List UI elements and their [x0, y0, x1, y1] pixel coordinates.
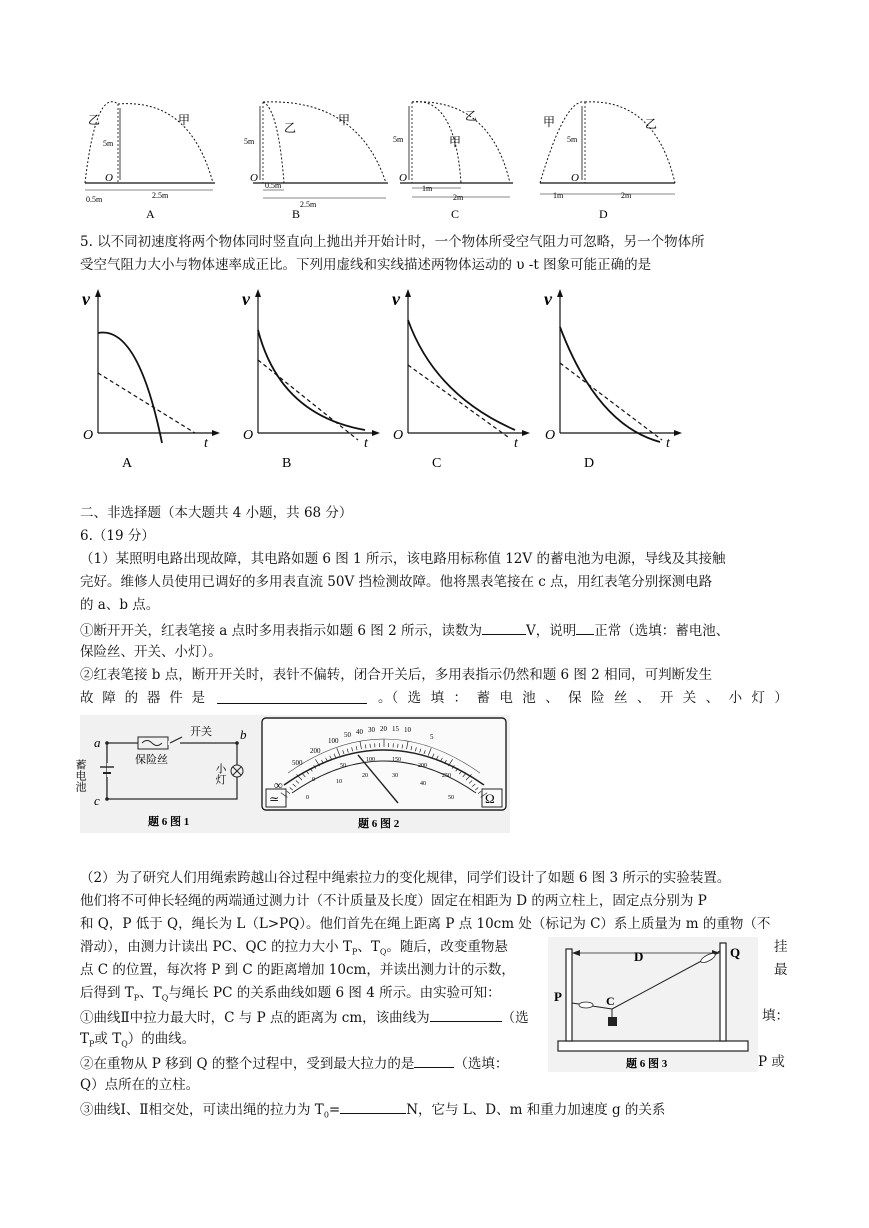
vt-graphs-row — [80, 285, 700, 470]
fig6-1-caption: 题 6 图 1 — [148, 816, 190, 828]
q5-text-line-2: 受空气阻力大小与物体速率成正比。下列用虚线和实线描述两物体运动的 υ -t 图象可能正确的是 — [80, 257, 652, 273]
q6-p1-q2-line-1: ②红表笔接 b 点，断开开关时，表针不偏转，闭合开关后，多用表指示仍然和题 6 图 2 相同，可判断发生 — [80, 667, 713, 683]
fig-a-origin: O — [105, 172, 113, 184]
fig6-3-caption: 题 6 图 3 — [626, 1058, 668, 1070]
vt-a-o: O — [83, 428, 94, 443]
mm-ac-symbol: ≃ — [269, 792, 280, 806]
fig6-1-circuit — [74, 715, 260, 833]
vt-graph-b — [242, 289, 380, 471]
mm-mid-0: 0 — [312, 777, 315, 783]
q6-p1-q2-text-b: 故 障 的 器 件 是 — [80, 690, 205, 706]
vt-d-o: O — [545, 428, 556, 443]
q6-p2-q1-line-2: $T_P$或 $T_Q$）的曲线。 — [80, 1031, 196, 1049]
mm-bot-0: 0 — [306, 795, 309, 801]
fig-d-right-name: 乙 — [645, 117, 658, 131]
apparatus-p: P — [554, 989, 562, 1004]
circuit-lamp-label: 小灯 — [214, 763, 226, 785]
vt-a-v: v — [82, 289, 90, 309]
q6-p1-line-2: 完好。维修人员使用已调好的多用表直流 50V 挡检测故障。他将黑表笔接在 c 点，用红表笔分别探测电路 — [80, 574, 713, 590]
q6-title: 6.（19 分） — [80, 528, 155, 544]
circuit-svg — [74, 715, 260, 833]
vt-b-t: t — [364, 436, 368, 451]
fig-c-label: C — [451, 207, 460, 221]
vt-graph-a — [82, 289, 220, 471]
fig-b-label: B — [292, 207, 301, 221]
q6-p1-q1-text-c: 正常（选填：蓄电池、 — [594, 623, 730, 639]
vt-b-label: B — [282, 456, 292, 471]
fig-a-height: 5m — [103, 139, 114, 148]
fig-c-right-dist: 2m — [453, 193, 464, 202]
fig-c-origin: O — [399, 172, 407, 184]
answer-blank-normal-part[interactable] — [576, 619, 594, 635]
mm-top-40: 40 — [356, 728, 363, 736]
q6-p2-line-1: （2）为了研究人们用绳索跨越山谷过程中绳索拉力的变化规律，同学们设计了如题 6 图 3 所示的实验装置。 — [80, 870, 731, 886]
mm-top-10: 10 — [404, 726, 411, 734]
q6-p2-q1-line: ①曲线Ⅱ中拉力最大时，C 与 P 点的距离为 cm，该曲线为 （选 — [80, 1006, 529, 1028]
vt-c-t: t — [514, 436, 518, 451]
fig-d-left-dist: 1m — [553, 191, 564, 200]
answer-blank-faulty-device[interactable] — [217, 688, 367, 704]
mm-top-15: 15 — [392, 725, 399, 733]
q6-p1-q1-line — [80, 619, 729, 641]
fig-d-label: D — [599, 207, 608, 221]
apparatus-svg — [548, 937, 758, 1072]
circuit-battery-label: 蓄电池 — [74, 759, 86, 792]
q6-p2-line-4-right: 挂 — [774, 939, 788, 955]
q6-p2-q1-right: 填： — [762, 1008, 789, 1024]
trajectory-figure-d — [540, 102, 675, 221]
fig-b-height: 5m — [244, 137, 255, 146]
mm-top-500: 500 — [292, 759, 303, 767]
top-figures-row — [80, 98, 680, 220]
vt-d-label: D — [584, 456, 595, 471]
mm-bot-50: 50 — [448, 795, 454, 801]
fig6-2-caption: 题 6 图 2 — [358, 818, 400, 830]
q6-p1-q1-text-a: ①断开开关，红表笔接 a 点时多用表指示如题 6 图 2 所示，读数为 — [80, 623, 482, 639]
trajectory-figures-svg — [80, 98, 680, 220]
fig-d-left-name: 甲 — [543, 115, 556, 129]
q6-p2-line-4: 滑动），由测力计读出 PC、QC 的拉力大小 $T_P$、$T_Q$。随后，改变重物悬 — [80, 939, 508, 957]
section-2-heading: 二、非选择题（本大题共 4 小题，共 68 分） — [80, 505, 353, 521]
mm-top-100: 100 — [328, 737, 339, 745]
fig-b-left-name: 乙 — [284, 121, 297, 135]
fig-c-left-name: 乙 — [465, 109, 478, 123]
fig-b-origin: O — [250, 172, 258, 184]
vt-b-o: O — [243, 428, 254, 443]
fig-c-left-dist: 1m — [422, 184, 433, 193]
q6-p1-q2-text-c: 。（ 选 填 ： 蓄 电 池 、 保 险 丝 、 开 关 、 小 灯 ） — [378, 690, 788, 706]
mm-mid-150: 150 — [392, 757, 401, 763]
circuit-fuse-label: 保险丝 — [135, 754, 168, 766]
vt-c-label: C — [432, 456, 442, 471]
answer-blank-t0[interactable] — [340, 1098, 406, 1114]
fig-c-right-name: 甲 — [449, 135, 462, 149]
trajectory-figure-b — [244, 102, 388, 221]
fig-d-origin: O — [571, 172, 579, 184]
vt-a-t: t — [204, 436, 208, 451]
q6-p1-line-1: （1）某照明电路出现故障，其电路如题 6 图 1 所示，该电路用标称值 12V 的蓄电池为电源，导线及其接触 — [80, 551, 726, 567]
mm-bot-20: 20 — [362, 773, 368, 779]
q6-p2-q2-right: P 或 — [758, 1054, 785, 1070]
fig-b-right-name: 甲 — [338, 113, 351, 127]
fig-c-height: 5m — [393, 135, 404, 144]
q6-p1-q2-line-2 — [80, 688, 788, 708]
fig-a-label: A — [146, 207, 155, 221]
apparatus-c: C — [606, 994, 615, 1008]
fig-b-left-dist: 0.5m — [265, 181, 282, 190]
circuit-switch-label: 开关 — [190, 726, 212, 738]
mm-top-20: 20 — [380, 725, 387, 733]
vt-graph-c — [392, 289, 530, 471]
fig-b-right-dist: 2.5m — [300, 200, 317, 209]
vt-d-t: t — [666, 436, 670, 451]
mm-bot-30: 30 — [392, 773, 398, 779]
q6-p1-q1-line-2: 保险丝、开关、小灯）。 — [80, 644, 222, 660]
mm-top-30: 30 — [368, 726, 375, 734]
fig-d-height: 5m — [567, 135, 578, 144]
q6-p2-q3-line: ③曲线Ⅰ、Ⅱ相交处，可读出绳的拉力为 $T_0= N$，它与 L、D、m 和重力加速度 g 的关系 — [80, 1098, 665, 1126]
fig-d-right-dist: 2m — [621, 191, 632, 200]
mm-mid-50: 50 — [340, 763, 346, 769]
fig-a-left-dist: 0.5m — [86, 195, 103, 204]
q6-p2-q2-line: ②在重物从 P 移到 Q 的整个过程中，受到最大拉力的是 （选填： — [80, 1052, 508, 1074]
q5-text-line-1: 5. 以不同初速度将两个物体同时竖直向上抛出并开始计时，一个物体所受空气阻力可忽略，另一个物体所 — [80, 234, 705, 250]
mm-top-200: 200 — [310, 747, 321, 755]
mm-top-50: 50 — [344, 731, 351, 739]
multimeter-svg — [258, 715, 510, 833]
vt-c-v: v — [392, 289, 400, 309]
q6-p2-line-3: 和 Q，P 低于 Q，绳长为 L（L>PQ）。他们首先在绳上距离 P 点 10cm 处（标记为 C）系上质量为 m 的重物（不 — [80, 916, 771, 932]
q6-p1-q1-text-b: V，说明 — [525, 623, 577, 639]
q6-p2-line-2: 他们将不可伸长轻绳的两端通过测力计（不计质量及长度）固定在相距为 D 的两立柱上，固定点分别为 P — [80, 893, 707, 909]
circuit-c: c — [94, 793, 100, 808]
vt-graphs-svg — [80, 285, 700, 470]
mm-mid-250: 250 — [442, 773, 451, 779]
mm-mid-200: 200 — [418, 763, 427, 769]
q6-p2-line-5: 点 C 的位置，每次将 P 到 C 的距离增加 10cm，并读出测力计的示数， — [80, 962, 515, 978]
vt-graph-d — [544, 289, 682, 471]
answer-blank-max-force-post[interactable] — [414, 1052, 454, 1068]
q6-p2-q2-line-2: Q）点所在的立柱。 — [80, 1077, 200, 1093]
q6-p2-line-5-right: 最 — [774, 962, 788, 978]
vt-d-v: v — [544, 289, 552, 309]
trajectory-figure-a — [85, 102, 215, 221]
fig6-3-apparatus — [548, 937, 758, 1072]
mm-mid-100: 100 — [366, 757, 375, 763]
circuit-b: b — [240, 727, 247, 742]
q6-p1-line-3: 的 a、b 点。 — [80, 597, 160, 613]
circuit-a: a — [94, 735, 101, 750]
mm-infinity: ∞ — [274, 778, 283, 792]
mm-top-5: 5 — [430, 733, 434, 741]
fig6-2-multimeter — [258, 715, 510, 833]
apparatus-q: Q — [730, 945, 741, 960]
trajectory-figure-c — [393, 102, 513, 221]
mm-ohm-symbol: Ω — [485, 791, 495, 806]
apparatus-d: D — [634, 949, 644, 964]
answer-blank-curve-name[interactable] — [430, 1006, 502, 1022]
q6-p2-line-6: 后得到 $T_P$、$T_Q$与绳长 PC 的关系曲线如题 6 图 4 所示。由实验可知： — [80, 985, 501, 1003]
fig-a-right-dist: 2.5m — [152, 191, 169, 200]
answer-blank-reading[interactable] — [482, 619, 526, 635]
vt-a-label: A — [122, 456, 133, 471]
fig-a-left-name: 乙 — [88, 113, 101, 127]
vt-c-o: O — [393, 428, 404, 443]
vt-b-v: v — [242, 289, 250, 309]
fig-a-right-name: 甲 — [178, 113, 191, 127]
mm-bot-40: 40 — [420, 781, 426, 787]
mm-bot-10: 10 — [336, 779, 342, 785]
